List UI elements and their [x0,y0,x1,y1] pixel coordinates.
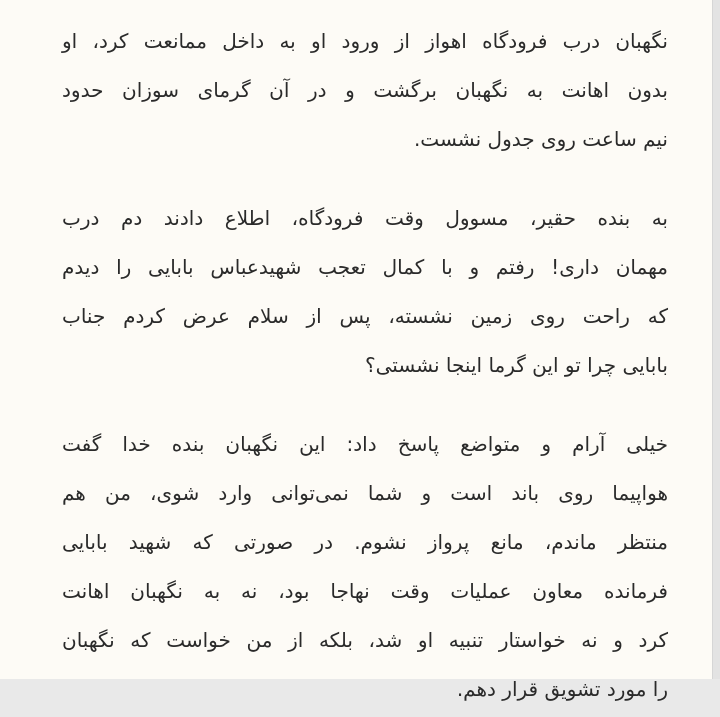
text-line: به بنده حقیر، مسوول وقت فرودگاه، اطلاع دادند دم درب [62,206,668,230]
scrollbar-track[interactable] [712,0,720,679]
paragraph [62,197,668,393]
text-line: را مورد تشویق قرار دهم. [456,677,668,701]
text-line: فرمانده معاون عملیات وقت نهاجا بود، نه به نگهبان اهانت [62,579,668,603]
text-line: بدون اهانت به نگهبان برگشت و در آن گرمای سوزان حدود [62,78,668,102]
text-line: که راحت روی زمین نشسته، پس از سلام عرض کردم جناب [62,304,668,328]
text-line: نگهبان درب فرودگاه اهواز از ورود او به داخل ممانعت کرد، او [62,29,668,53]
text-line: نیم ساعت روی جدول نشست. [413,127,668,151]
text-line: خیلی آرام و متواضع پاسخ داد: این نگهبان بنده خدا گفت [62,432,668,456]
text-line: مهمان داری! رفتم و با کمال تعجب شهیدعباس بابایی را دیدم [62,255,668,279]
paragraph [62,20,668,167]
paragraph [62,423,668,717]
text-line: کرد و نه خواستار تنبیه او شد، بلکه از من خواست که نگهبان [62,628,668,652]
text-line: بابایی چرا تو این گرما اینجا نشستی؟ [365,353,668,377]
text-line: هواپیما روی باند است و شما نمی‌توانی وارد شوی، من هم [62,481,668,505]
text-line: منتظر ماندم، مانع پرواز نشوم. در صورتی که شهید بابایی [62,530,668,554]
